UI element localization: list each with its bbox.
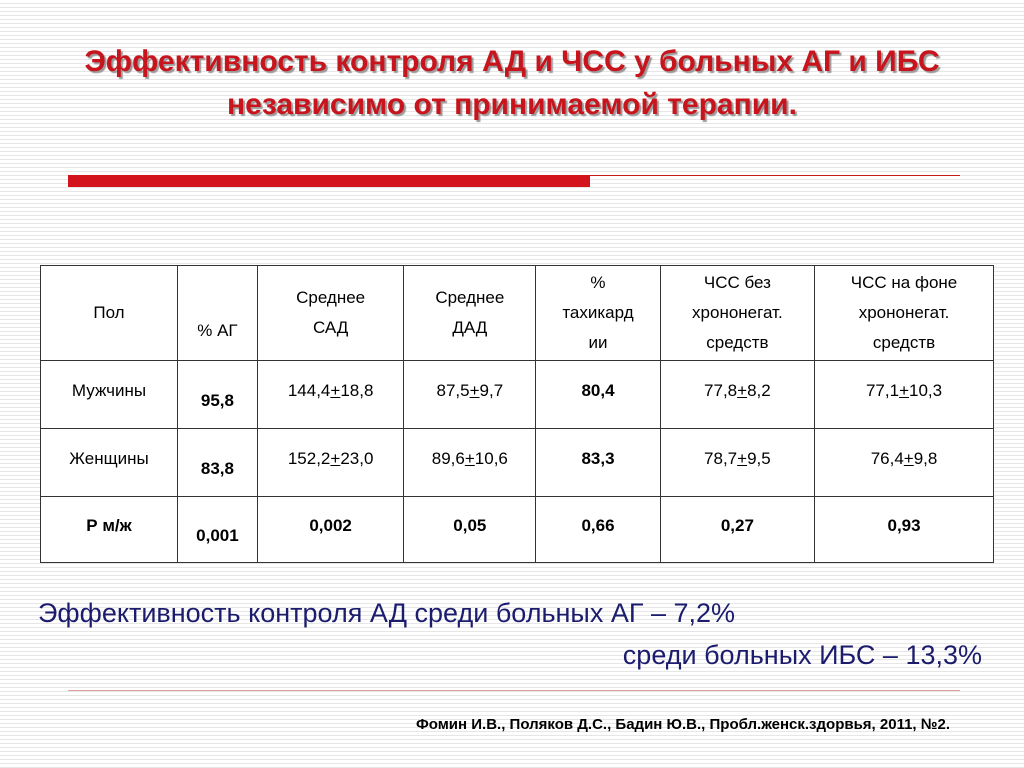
cell-p-ag-pct: 0,001 bbox=[178, 497, 258, 563]
slide-title-line-1: Эффективность контроля АД и ЧСС у больных АГ и ИБС bbox=[84, 45, 940, 78]
header-tachycardia-pct: % тахикард ии bbox=[536, 266, 660, 361]
cell-p-hr-without-drugs: 0,27 bbox=[660, 497, 814, 563]
results-table bbox=[40, 265, 994, 563]
table-row-p-value bbox=[41, 497, 994, 563]
cell-ag-pct: 83,8 bbox=[178, 429, 258, 497]
title-divider-line bbox=[590, 175, 960, 176]
summary-line-2: среди больных ИБС – 13,3% bbox=[622, 640, 982, 670]
cell-hr-with-drugs: 77,1+10,3 bbox=[815, 361, 994, 429]
summary-text bbox=[32, 592, 982, 676]
cell-sex: Женщины bbox=[41, 429, 178, 497]
cell-ag-pct: 95,8 bbox=[178, 361, 258, 429]
cell-p-mean-sad: 0,002 bbox=[257, 497, 404, 563]
citation: Фомин И.В., Поляков Д.С., Бадин Ю.В., Пробл.женск.здорвья, 2011, №2. bbox=[415, 716, 950, 733]
table-header-row bbox=[41, 266, 994, 361]
header-hr-without-drugs: ЧСС без хрононегат. средств bbox=[660, 266, 814, 361]
header-mean-dad: Среднее ДАД bbox=[404, 266, 536, 361]
cell-hr-without-drugs: 78,7+9,5 bbox=[660, 429, 814, 497]
table-row-men bbox=[41, 361, 994, 429]
header-mean-sad: Среднее САД bbox=[257, 266, 404, 361]
header-sex: Пол bbox=[41, 266, 178, 361]
cell-p-hr-with-drugs: 0,93 bbox=[815, 497, 994, 563]
footer-divider-line bbox=[68, 690, 960, 691]
title-accent-bar bbox=[68, 175, 590, 187]
cell-p-tachycardia-pct: 0,66 bbox=[536, 497, 660, 563]
cell-mean-dad: 87,5+9,7 bbox=[404, 361, 536, 429]
summary-line-1: Эффективность контроля АД среди больных АГ – 7,2% bbox=[38, 598, 736, 628]
cell-hr-with-drugs: 76,4+9,8 bbox=[815, 429, 994, 497]
slide-title bbox=[0, 40, 1024, 126]
cell-hr-without-drugs: 77,8+8,2 bbox=[660, 361, 814, 429]
cell-mean-dad: 89,6+10,6 bbox=[404, 429, 536, 497]
cell-p-mean-dad: 0,05 bbox=[404, 497, 536, 563]
slide-title-line-2: независимо от принимаемой терапии. bbox=[227, 88, 797, 121]
header-ag-pct: % АГ bbox=[178, 266, 258, 361]
header-hr-with-drugs: ЧСС на фоне хрононегат. средств bbox=[815, 266, 994, 361]
cell-sex: Мужчины bbox=[41, 361, 178, 429]
cell-tachycardia-pct: 83,3 bbox=[536, 429, 660, 497]
cell-tachycardia-pct: 80,4 bbox=[536, 361, 660, 429]
table-row-women bbox=[41, 429, 994, 497]
cell-p-label: Р м/ж bbox=[41, 497, 178, 563]
cell-mean-sad: 152,2+23,0 bbox=[257, 429, 404, 497]
cell-mean-sad: 144,4+18,8 bbox=[257, 361, 404, 429]
